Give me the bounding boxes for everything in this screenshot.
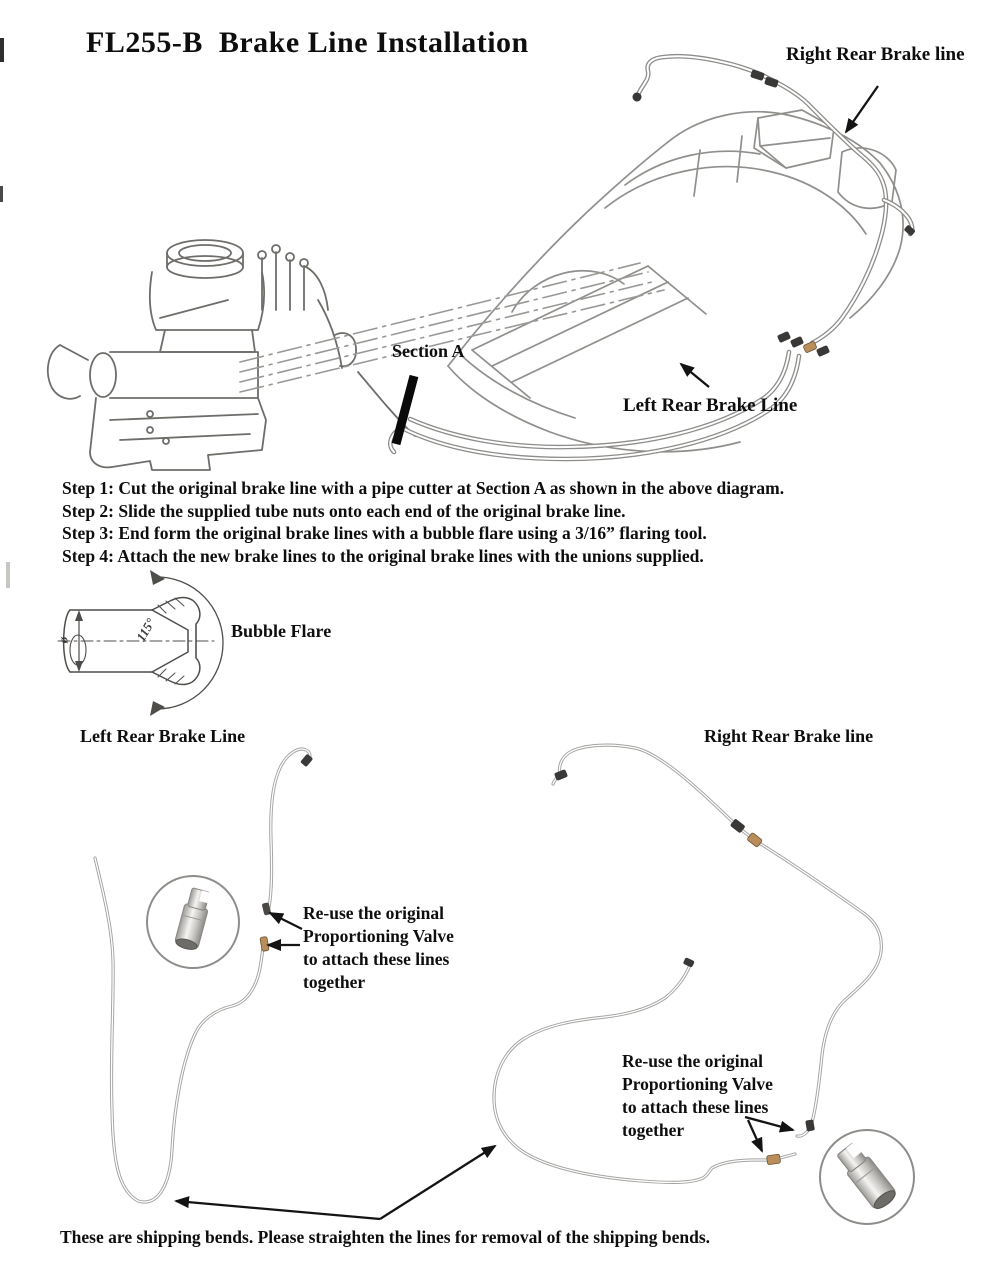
heading-right-rear-line: Right Rear Brake line [704, 726, 874, 746]
step-2: Step 2: Slide the supplied tube nuts onto each end of the original brake line. [62, 500, 626, 521]
step-1: Step 1: Cut the original brake line with a pipe cutter at Section A as shown in the above diagram. [62, 478, 785, 498]
note-line: Proportioning Valve [303, 926, 454, 946]
note-line: Re-use the original [303, 903, 444, 923]
step-3: Step 3: End form the original brake lines with a bubble flare using a 3/16” flaring tool. [62, 523, 707, 543]
steps-block [62, 478, 784, 568]
bubble-flare-art [58, 570, 223, 716]
flare-angle-label: 115° [133, 615, 159, 644]
heading-left-rear-line: Left Rear Brake Line [80, 726, 246, 746]
flare-diameter-label: ø [55, 636, 71, 644]
line-end-fitting [633, 93, 642, 102]
note-line: Re-use the original [622, 1051, 763, 1071]
right-rear-line-art [494, 745, 914, 1224]
right-reuse-note [622, 1051, 773, 1143]
note-line: together [303, 972, 366, 992]
left-reuse-note [303, 903, 454, 995]
left-rear-line-art [95, 749, 313, 1202]
note-line: to attach these lines [303, 949, 450, 969]
tube-nut-fitting [764, 76, 779, 88]
scan-artifacts [0, 38, 10, 588]
stub-end-fitting [683, 957, 695, 968]
label-bubble-flare: Bubble Flare [231, 621, 332, 641]
note-line: Proportioning Valve [622, 1074, 773, 1094]
note-line: together [622, 1120, 685, 1140]
page-title: FL255-B Brake Line Installation [86, 26, 529, 59]
note-line: to attach these lines [622, 1097, 769, 1117]
label-right-rear-top: Right Rear Brake line [786, 44, 965, 65]
master-cylinder-art [48, 240, 664, 470]
label-section-a: Section A [392, 341, 465, 361]
step-4: Step 4: Attach the new brake lines to the original brake lines with the unions supplied. [62, 545, 704, 566]
footer-shipping-note: These are shipping bends. Please straighten the lines for removal of the shipping bends. [60, 1227, 711, 1247]
tube-nut-fitting [750, 69, 765, 81]
label-left-rear-top: Left Rear Brake Line [623, 395, 798, 416]
annotation-arrows [176, 86, 878, 1219]
brass-union-fitting [767, 1154, 781, 1165]
